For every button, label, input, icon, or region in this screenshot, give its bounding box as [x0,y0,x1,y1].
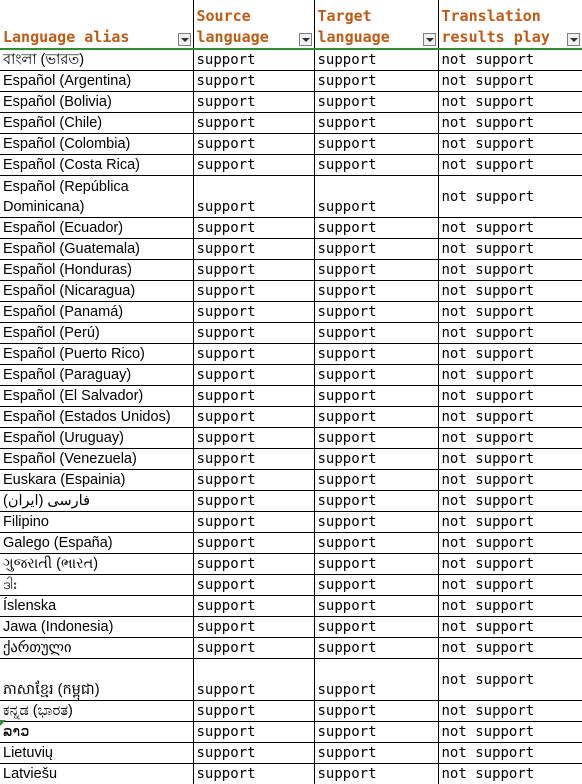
table-row [0,659,582,701]
cell-translation-results-play[interactable]: not support [438,659,582,701]
cell-source-language[interactable]: support [193,617,314,638]
cell-translation-results-play[interactable]: not support [438,407,582,428]
cell-target-language[interactable]: support [314,470,438,491]
cell-language-alias[interactable]: Español (Guatemala) [0,239,193,260]
cell-source-language[interactable]: support [193,407,314,428]
table-row [0,596,582,617]
cell-language-alias[interactable]: ລາວ [0,722,193,743]
cell-source-language[interactable]: support [193,554,314,575]
cell-target-language[interactable]: support [314,743,438,764]
cell-language-alias[interactable]: Español (Perú) [0,323,193,344]
cell-target-language[interactable]: support [314,260,438,281]
cell-target-language[interactable]: support [314,365,438,386]
cell-target-language[interactable]: support [314,239,438,260]
cell-language-alias[interactable]: Español (Nicaragua) [0,281,193,302]
cell-language-alias[interactable]: Español (Venezuela) [0,449,193,470]
cell-translation-results-play[interactable]: not support [438,491,582,512]
cell-translation-results-play[interactable]: not support [438,113,582,134]
table-row [0,428,582,449]
table-row [0,743,582,764]
filter-dropdown-icon[interactable] [299,33,312,46]
cell-translation-results-play[interactable]: not support [438,365,582,386]
table-row [0,323,582,344]
cell-language-alias[interactable]: Español (Honduras) [0,260,193,281]
cell-translation-results-play[interactable]: not support [438,596,582,617]
cell-translation-results-play[interactable]: not support [438,176,582,218]
table-row [0,302,582,323]
cell-language-alias[interactable]: Jawa (Indonesia) [0,617,193,638]
table-row [0,449,582,470]
cell-source-language[interactable]: support [193,218,314,239]
cell-language-alias[interactable]: ગુજરાતી (ભારત) [0,554,193,575]
cell-source-language[interactable]: support [193,92,314,113]
header-label: Language alias [3,28,130,46]
cell-language-alias[interactable]: Íslenska [0,596,193,617]
table-row [0,49,582,71]
filter-dropdown-icon[interactable] [423,33,436,46]
cell-source-language[interactable]: support [193,239,314,260]
cell-target-language[interactable]: support [314,428,438,449]
cell-translation-results-play[interactable]: not support [438,701,582,722]
table-row [0,176,582,218]
cell-target-language[interactable]: support [314,218,438,239]
cell-translation-results-play[interactable]: not support [438,344,582,365]
cell-language-alias[interactable]: ភាសាខ្មែរ (កម្ពុជា) [0,659,193,701]
header-label: Source language [196,7,269,46]
cell-translation-results-play[interactable]: not support [438,575,582,596]
cell-translation-results-play[interactable]: not support [438,722,582,743]
cell-language-alias[interactable]: বাংলা (ভারত) [0,49,193,71]
table-row [0,701,582,722]
table-row [0,575,582,596]
table-row [0,512,582,533]
header-language-alias [0,0,193,49]
cell-target-language[interactable]: support [314,344,438,365]
cell-language-alias[interactable]: فارسی (ایران) [0,491,193,512]
cell-translation-results-play[interactable]: not support [438,92,582,113]
cell-source-language[interactable]: support [193,323,314,344]
cell-target-language[interactable]: support [314,176,438,218]
cell-translation-results-play[interactable]: not support [438,470,582,491]
table-row [0,344,582,365]
table-row [0,281,582,302]
cell-language-alias[interactable]: Español (Estados Unidos) [0,407,193,428]
cell-target-language[interactable]: support [314,701,438,722]
cell-translation-results-play[interactable]: not support [438,49,582,71]
cell-translation-results-play[interactable]: not support [438,617,582,638]
header-source-language [193,0,314,49]
cell-translation-results-play[interactable]: not support [438,533,582,554]
cell-target-language[interactable]: support [314,659,438,701]
cell-language-alias[interactable]: Español (Chile) [0,113,193,134]
header-row [0,0,582,49]
cell-language-alias[interactable]: Español (Puerto Rico) [0,344,193,365]
cell-target-language[interactable]: support [314,407,438,428]
cell-language-alias[interactable]: Español (El Salvador) [0,386,193,407]
cell-source-language[interactable]: support [193,176,314,218]
table-row [0,155,582,176]
table-row [0,617,582,638]
cell-target-language[interactable]: support [314,533,438,554]
cell-language-alias[interactable]: ქართული [0,638,193,659]
cell-translation-results-play[interactable]: not support [438,764,582,784]
cell-source-language[interactable]: support [193,49,314,71]
cell-source-language[interactable]: support [193,344,314,365]
table-row [0,113,582,134]
cell-source-language[interactable]: support [193,659,314,701]
cell-source-language[interactable]: support [193,764,314,784]
cell-target-language[interactable]: support [314,638,438,659]
cell-language-alias[interactable]: Español (Colombia) [0,134,193,155]
header-label: Target language [317,7,390,46]
cell-source-language[interactable]: support [193,302,314,323]
cell-target-language[interactable]: support [314,155,438,176]
table-row [0,134,582,155]
cell-source-language[interactable]: support [193,533,314,554]
table-row [0,218,582,239]
cell-source-language[interactable]: support [193,638,314,659]
cell-target-language[interactable]: support [314,92,438,113]
cell-target-language[interactable]: support [314,512,438,533]
cell-target-language[interactable]: support [314,281,438,302]
cell-target-language[interactable]: support [314,764,438,784]
cell-source-language[interactable]: support [193,155,314,176]
table-row [0,92,582,113]
cell-translation-results-play[interactable]: not support [438,71,582,92]
cell-source-language[interactable]: support [193,743,314,764]
cell-source-language[interactable]: support [193,596,314,617]
cell-translation-results-play[interactable]: not support [438,281,582,302]
table-row [0,365,582,386]
cell-translation-results-play[interactable]: not support [438,218,582,239]
cell-language-alias[interactable]: Español (Bolivia) [0,92,193,113]
table-row [0,722,582,743]
table-row [0,470,582,491]
cell-language-alias[interactable]: Español (Uruguay) [0,428,193,449]
cell-target-language[interactable]: support [314,554,438,575]
cell-source-language[interactable]: support [193,260,314,281]
table-header [0,0,582,49]
cell-translation-results-play[interactable]: not support [438,155,582,176]
cell-source-language[interactable]: support [193,491,314,512]
cell-target-language[interactable]: support [314,596,438,617]
cell-language-alias[interactable]: ಕನ್ನಡ (ಭಾರತ) [0,701,193,722]
cell-translation-results-play[interactable]: not support [438,302,582,323]
table-row [0,533,582,554]
filter-dropdown-icon[interactable] [567,33,580,46]
cell-source-language[interactable]: support [193,71,314,92]
cell-language-alias[interactable]: Galego (España) [0,533,193,554]
cell-target-language[interactable]: support [314,386,438,407]
table-row [0,764,582,784]
cell-language-alias[interactable]: Lietuvių [0,743,193,764]
cell-source-language[interactable]: support [193,113,314,134]
cell-source-language[interactable]: support [193,512,314,533]
header-translation-results-play [438,0,582,49]
table-row [0,260,582,281]
table-row [0,71,582,92]
cell-target-language[interactable]: support [314,49,438,71]
cell-target-language[interactable]: support [314,617,438,638]
cell-language-alias[interactable]: Español (Argentina) [0,71,193,92]
cell-target-language[interactable]: support [314,491,438,512]
cell-source-language[interactable]: support [193,470,314,491]
cell-language-alias[interactable]: Español (Paraguay) [0,365,193,386]
table-row [0,386,582,407]
cell-translation-results-play[interactable]: not support [438,449,582,470]
cell-translation-results-play[interactable]: not support [438,512,582,533]
cell-target-language[interactable]: support [314,323,438,344]
header-target-language [314,0,438,49]
cell-language-alias[interactable]: ဒါး [0,575,193,596]
cell-translation-results-play[interactable]: not support [438,386,582,407]
cell-target-language[interactable]: support [314,302,438,323]
cell-target-language[interactable]: support [314,575,438,596]
cell-source-language[interactable]: support [193,701,314,722]
table-row [0,554,582,575]
cell-translation-results-play[interactable]: not support [438,323,582,344]
cell-source-language[interactable]: support [193,365,314,386]
cell-source-language[interactable]: support [193,386,314,407]
table-row [0,491,582,512]
cell-translation-results-play[interactable]: not support [438,428,582,449]
cell-translation-results-play[interactable]: not support [438,239,582,260]
cell-target-language[interactable]: support [314,449,438,470]
cell-source-language[interactable]: support [193,428,314,449]
cell-source-language[interactable]: support [193,722,314,743]
cell-language-alias[interactable]: Español (República Dominicana) [0,176,193,218]
cell-language-alias[interactable]: Español (Costa Rica) [0,155,193,176]
cell-translation-results-play[interactable]: not support [438,638,582,659]
table-row [0,407,582,428]
cell-translation-results-play[interactable]: not support [438,743,582,764]
cell-translation-results-play[interactable]: not support [438,134,582,155]
cell-source-language[interactable]: support [193,281,314,302]
table-body [0,49,582,784]
filter-dropdown-icon[interactable] [178,33,191,46]
cell-source-language[interactable]: support [193,449,314,470]
table-row [0,638,582,659]
cell-language-alias[interactable]: Español (Panamá) [0,302,193,323]
cell-translation-results-play[interactable]: not support [438,554,582,575]
cell-language-alias[interactable]: Español (Ecuador) [0,218,193,239]
cell-translation-results-play[interactable]: not support [438,260,582,281]
header-label: Translation results play [441,7,550,46]
table-row [0,239,582,260]
cell-source-language[interactable]: support [193,134,314,155]
cell-source-language[interactable]: support [193,575,314,596]
cell-target-language[interactable]: support [314,113,438,134]
cell-target-language[interactable]: support [314,722,438,743]
cell-target-language[interactable]: support [314,71,438,92]
cell-target-language[interactable]: support [314,134,438,155]
cell-language-alias[interactable]: Filipino [0,512,193,533]
cell-language-alias[interactable]: Latviešu [0,764,193,784]
cell-language-alias[interactable]: Euskara (Espainia) [0,470,193,491]
cell-comment-indicator-icon [0,720,6,726]
